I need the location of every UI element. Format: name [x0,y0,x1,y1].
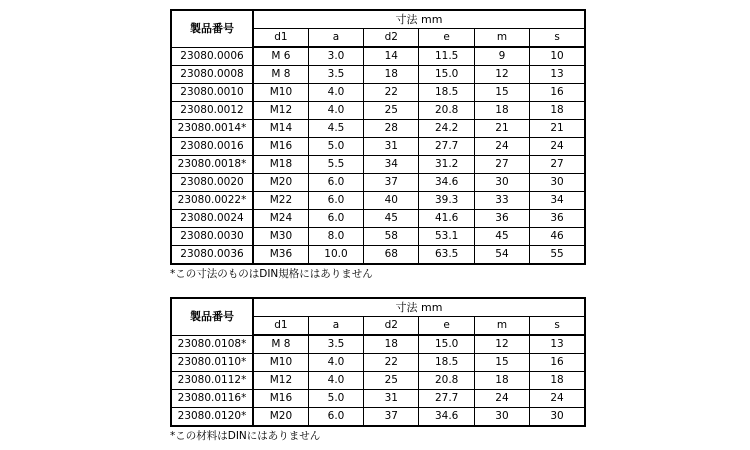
cell-d2: 14 [364,47,419,66]
cell-d1: M36 [253,246,308,265]
spec-table-block-1 [170,9,586,281]
cell-e: 39.3 [419,192,474,210]
cell-a: 5.5 [308,156,363,174]
column-header-e: e [419,317,474,336]
cell-d2: 58 [364,228,419,246]
cell-m: 12 [474,335,529,354]
cell-product-number: 23080.0014* [171,120,253,138]
table-row [171,210,585,228]
cell-d1: M10 [253,354,308,372]
dimension-unit-header: 寸法 mm [253,10,585,29]
cell-a: 8.0 [308,228,363,246]
cell-s: 21 [530,120,585,138]
cell-product-number: 23080.0110* [171,354,253,372]
cell-m: 12 [474,66,529,84]
column-header-m: m [474,29,529,48]
spec-table-block-2 [170,297,586,443]
cell-m: 36 [474,210,529,228]
product-number-header: 製品番号 [171,298,253,335]
cell-d2: 37 [364,408,419,427]
cell-d1: M18 [253,156,308,174]
cell-a: 6.0 [308,210,363,228]
cell-m: 15 [474,84,529,102]
table-row [171,120,585,138]
column-header-d1: d1 [253,317,308,336]
cell-product-number: 23080.0108* [171,335,253,354]
cell-a: 10.0 [308,246,363,265]
cell-a: 6.0 [308,174,363,192]
table-row [171,138,585,156]
cell-m: 9 [474,47,529,66]
column-header-d2: d2 [364,29,419,48]
cell-a: 4.0 [308,354,363,372]
cell-d1: M22 [253,192,308,210]
cell-m: 45 [474,228,529,246]
cell-s: 24 [530,390,585,408]
cell-s: 13 [530,335,585,354]
cell-e: 11.5 [419,47,474,66]
dimension-table-2 [170,297,586,427]
cell-a: 4.5 [308,120,363,138]
table-row [171,390,585,408]
cell-d2: 31 [364,390,419,408]
cell-e: 31.2 [419,156,474,174]
cell-d2: 34 [364,156,419,174]
table-row [171,156,585,174]
cell-s: 16 [530,84,585,102]
cell-d1: M20 [253,408,308,427]
cell-a: 3.0 [308,47,363,66]
table-row [171,354,585,372]
cell-m: 30 [474,174,529,192]
cell-product-number: 23080.0018* [171,156,253,174]
cell-e: 41.6 [419,210,474,228]
cell-product-number: 23080.0016 [171,138,253,156]
cell-s: 16 [530,354,585,372]
table-row [171,66,585,84]
table-body-1 [171,47,585,264]
cell-d2: 22 [364,84,419,102]
cell-m: 30 [474,408,529,427]
cell-e: 27.7 [419,138,474,156]
cell-d2: 45 [364,210,419,228]
cell-a: 6.0 [308,192,363,210]
cell-e: 63.5 [419,246,474,265]
cell-product-number: 23080.0008 [171,66,253,84]
cell-d1: M20 [253,174,308,192]
column-header-d1: d1 [253,29,308,48]
cell-product-number: 23080.0112* [171,372,253,390]
cell-d2: 25 [364,372,419,390]
footnote-1: *この寸法のものはDIN規格にはありません [170,268,373,280]
cell-m: 24 [474,390,529,408]
cell-s: 27 [530,156,585,174]
cell-product-number: 23080.0120* [171,408,253,427]
cell-d1: M16 [253,390,308,408]
cell-d2: 22 [364,354,419,372]
cell-d1: M 6 [253,47,308,66]
cell-d1: M14 [253,120,308,138]
cell-d1: M12 [253,372,308,390]
column-header-s: s [530,317,585,336]
cell-s: 55 [530,246,585,265]
cell-s: 36 [530,210,585,228]
cell-m: 54 [474,246,529,265]
cell-product-number: 23080.0030 [171,228,253,246]
cell-e: 20.8 [419,372,474,390]
table-row [171,192,585,210]
cell-s: 46 [530,228,585,246]
dimension-unit-header: 寸法 mm [253,298,585,317]
cell-d2: 40 [364,192,419,210]
cell-s: 24 [530,138,585,156]
cell-s: 30 [530,174,585,192]
cell-m: 18 [474,102,529,120]
cell-e: 20.8 [419,102,474,120]
cell-product-number: 23080.0116* [171,390,253,408]
cell-d1: M16 [253,138,308,156]
product-number-header: 製品番号 [171,10,253,47]
cell-e: 15.0 [419,335,474,354]
column-header-d2: d2 [364,317,419,336]
cell-m: 24 [474,138,529,156]
cell-d2: 28 [364,120,419,138]
table-row [171,335,585,354]
cell-a: 5.0 [308,138,363,156]
cell-d1: M 8 [253,66,308,84]
table-row [171,408,585,427]
cell-s: 18 [530,102,585,120]
table-row [171,47,585,66]
cell-product-number: 23080.0020 [171,174,253,192]
cell-product-number: 23080.0006 [171,47,253,66]
cell-a: 4.0 [308,84,363,102]
table-row [171,102,585,120]
cell-d2: 68 [364,246,419,265]
column-header-e: e [419,29,474,48]
cell-e: 18.5 [419,84,474,102]
cell-d1: M 8 [253,335,308,354]
cell-s: 10 [530,47,585,66]
cell-e: 24.2 [419,120,474,138]
cell-d2: 18 [364,335,419,354]
cell-product-number: 23080.0036 [171,246,253,265]
cell-m: 15 [474,354,529,372]
cell-m: 27 [474,156,529,174]
table-row [171,84,585,102]
cell-d1: M24 [253,210,308,228]
cell-d2: 18 [364,66,419,84]
cell-d2: 31 [364,138,419,156]
cell-product-number: 23080.0022* [171,192,253,210]
column-header-m: m [474,317,529,336]
cell-a: 5.0 [308,390,363,408]
cell-a: 3.5 [308,66,363,84]
column-header-s: s [530,29,585,48]
cell-e: 53.1 [419,228,474,246]
cell-product-number: 23080.0010 [171,84,253,102]
cell-s: 13 [530,66,585,84]
cell-e: 27.7 [419,390,474,408]
table-row [171,228,585,246]
cell-m: 18 [474,372,529,390]
column-header-a: a [308,317,363,336]
cell-s: 30 [530,408,585,427]
cell-e: 15.0 [419,66,474,84]
table-row [171,372,585,390]
cell-d2: 37 [364,174,419,192]
table-body-2 [171,335,585,426]
cell-m: 33 [474,192,529,210]
cell-e: 34.6 [419,408,474,427]
cell-d1: M30 [253,228,308,246]
column-header-a: a [308,29,363,48]
cell-e: 18.5 [419,354,474,372]
dimension-table-1 [170,9,586,265]
cell-a: 3.5 [308,335,363,354]
footnote-2: *この材料はDINにはありません [170,430,321,442]
cell-a: 6.0 [308,408,363,427]
cell-s: 18 [530,372,585,390]
table-row [171,174,585,192]
cell-product-number: 23080.0024 [171,210,253,228]
cell-d2: 25 [364,102,419,120]
cell-d1: M10 [253,84,308,102]
table-row [171,246,585,265]
cell-a: 4.0 [308,372,363,390]
cell-a: 4.0 [308,102,363,120]
cell-product-number: 23080.0012 [171,102,253,120]
cell-m: 21 [474,120,529,138]
cell-e: 34.6 [419,174,474,192]
cell-d1: M12 [253,102,308,120]
cell-s: 34 [530,192,585,210]
